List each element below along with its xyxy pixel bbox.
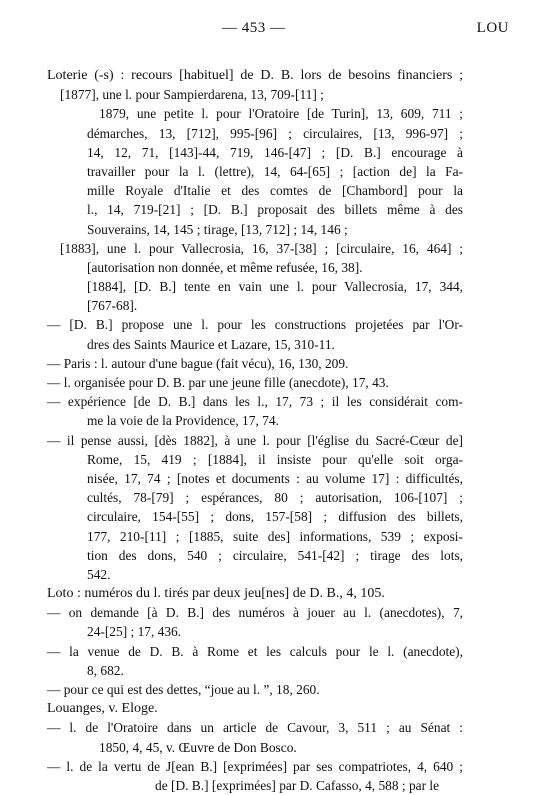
index-line: — il pense aussi, [dès 1882], à une l. pour [l'église du Sacré-Cœur de] [47, 432, 463, 448]
index-line: circulaire, 154-[55] ; dons, 157-[58] ; diffusion des billets, [87, 509, 463, 525]
index-line: démarches, 13, [712], 995-[96] ; circulaires, [13, 996-97] ; [87, 125, 463, 141]
index-line: Loterie (-s) : recours [habituel] de D. B. lors de besoins financiers ; [47, 68, 463, 83]
index-entries [47, 66, 463, 795]
index-line: cultés, 78-[79] ; espérances, 80 ; autorisation, 106-[107] ; [87, 490, 463, 506]
index-line: Loto : numéros du l. tirés par deux jeu[nes] de D. B., 4, 105. [47, 586, 385, 602]
index-line: 24-[25] ; 17, 436. [87, 624, 182, 640]
index-line: 1879, une petite l. pour l'Oratoire [de Turin], 13, 609, 711 ; [99, 106, 463, 122]
index-line: — l. de l'Oratoire dans un article de Cavour, 3, 511 ; au Sénat : [47, 720, 463, 736]
index-line: — l. de la vertu de J[ean B.] [exprimées] par ses compatriotes, 4, 640 ; [47, 758, 463, 774]
index-line: — [D. B.] propose une l. pour les constructions projetées par l'Or- [47, 317, 463, 333]
index-line: — on demande [à D. B.] des numéros à jouer au l. (anecdotes), 7, [47, 605, 463, 621]
index-line: 14, 12, 71, [143]-44, 719, 146-[47] ; [D. B.] encourage à [87, 144, 463, 160]
index-line: nisée, 17, 74 ; [notes et documents : au volume 17] : difficultés, [87, 470, 463, 486]
index-line: — Paris : l. autour d'une bague (fait vécu), 16, 130, 209. [47, 355, 349, 371]
index-line: me la voie de la Providence, 17, 74. [87, 413, 279, 429]
index-line: — la venue de D. B. à Rome et les calculs pour le l. (anecdote), [47, 643, 463, 659]
index-line: 8, 682. [87, 662, 124, 678]
index-line: Rome, 15, 419 ; [1884], il insiste pour qu'elle soit orga- [87, 451, 463, 467]
index-line: — pour ce qui est des dettes, “joue au l. ”, 18, 260. [47, 682, 320, 697]
index-line: Louanges, v. Eloge. [47, 701, 158, 717]
index-line: l., 14, 719-[21] ; [D. B.] proposait des billets même à des [87, 202, 463, 218]
index-line: 1850, 4, 45, v. Œuvre de Don Bosco. [99, 739, 297, 755]
index-line: [1883], une l. pour Vallecrosia, 16, 37-[38] ; [circulaire, 16, 464] ; [60, 240, 463, 256]
running-head: LOU [476, 20, 509, 36]
index-line: dres des Saints Maurice et Lazare, 15, 310-11. [87, 336, 335, 352]
index-line: [1884], [D. B.] tente en vain une l. pour Vallecrosia, 17, 344, [87, 279, 463, 295]
index-line: — expérience [de D. B.] dans les l., 17, 73 ; il les considérait com- [47, 394, 463, 410]
index-line: [1877], une l. pour Sampierdarena, 13, 709-[11] ; [60, 87, 324, 103]
index-line: [autorisation non donnée, et même refusée, 16, 38]. [87, 259, 363, 275]
page-number: — 453 — [222, 20, 286, 36]
index-line: travailler pour la l. (lettre), 14, 64-[65] ; [action de] la Fa- [87, 163, 463, 179]
index-line: de [D. B.] [exprimées] par D. Cafasso, 4, 588 ; par le [155, 777, 440, 793]
index-line: [767-68]. [87, 298, 138, 314]
index-line: mille Royale d'Italie et des comtes de [Chambord] pour la [87, 183, 463, 199]
page-header [0, 20, 537, 42]
index-line: 542. [87, 566, 111, 582]
index-line: 177, 210-[11] ; [1885, suite des] informations, 539 ; exposi- [87, 528, 463, 544]
index-line: Souverains, 14, 145 ; tirage, [13, 712] ; 14, 146 ; [87, 221, 348, 237]
index-line: — l. organisée pour D. B. par une jeune fille (anecdote), 17, 43. [47, 375, 389, 390]
index-line: tion des dons, 540 ; circulaire, 541-[42] ; tirage des lots, [87, 547, 463, 563]
